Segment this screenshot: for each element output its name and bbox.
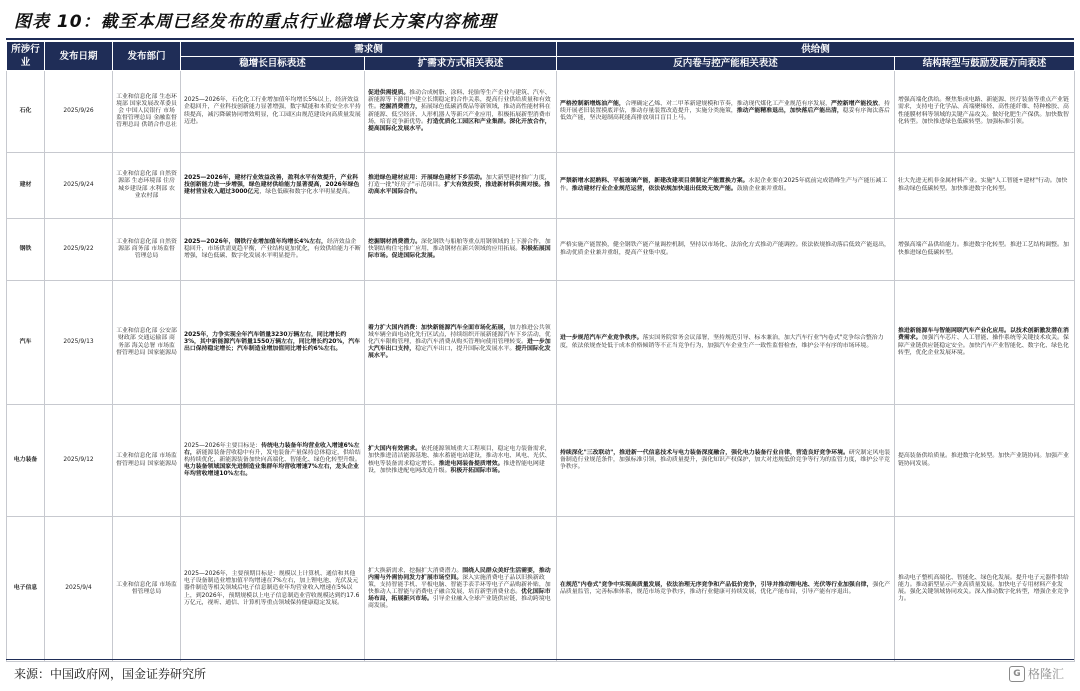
structural-transition-cell-segment: 加快推进绿色低碳转型。 — [921, 118, 987, 125]
structural-transition-cell-segment: 加强汽车芯片、人工智能、操作系统等关键技术攻关。 — [921, 335, 1063, 342]
table-row — [7, 153, 1075, 219]
dept-cell: 工业和信息化部 市场监督管理总局 国家能源局 — [113, 405, 181, 517]
date-cell: 2025/9/13 — [45, 281, 113, 405]
header-supply-struct: 结构转型与鼓励发展方向表述 — [895, 57, 1075, 71]
table-row — [7, 405, 1075, 517]
expand-demand-cell-segment: 拓展绿色低碳消费品等新领域，推动高性能材料在新能源、低空经济、人形机器人等新兴产业应用，积极拓展新型消费市场，培育竞争新优势。 — [368, 104, 551, 125]
anti-involution-cell-segment: 进一步规范汽车产业竞争秩序。 — [560, 335, 643, 342]
expand-demand-cell-segment: 围绕人民群众美好生活需要，推动内需与外需协同发力扩展市场空间。 — [368, 567, 551, 581]
header-demand: 需求侧 — [181, 42, 557, 57]
anti-involution-cell — [557, 219, 895, 281]
anti-involution-cell-segment: 鼓励企业兼并重组。 — [736, 185, 790, 192]
anti-involution-cell-segment: 严格控制新增炼油产能， — [560, 100, 625, 107]
structural-transition-cell — [895, 219, 1075, 281]
dept-cell: 工业和信息化部 公安部 财政部 交通运输部 商务部 海关总署 市场监督管理总局 国家能源局 — [113, 281, 181, 405]
structural-transition-cell-segment: 加快汽车产业智能化、数字化、绿色化转型，优化企业发展环境。 — [898, 342, 1069, 356]
expand-demand-cell-segment: 稳定汽车出口，提升国际化发展水平。 — [415, 346, 516, 353]
structural-transition-cell — [895, 405, 1075, 517]
dept-cell: 工业和信息化部 自然资源部 生态环境部 住房城乡建设部 水利部 农业农村部 — [113, 153, 181, 219]
watermark-logo-icon: G — [1009, 666, 1025, 682]
structural-transition-cell-segment: 以技术创新激发潜在消费需求。 — [898, 328, 1069, 342]
anti-involution-cell-segment: 推动建材行业企业规范运营，依法依规加快退出低效无效产能。 — [571, 185, 737, 192]
structural-transition-cell-segment: 加快数智化转型。 — [898, 111, 1069, 125]
date-cell: 2025/9/22 — [45, 219, 113, 281]
stable-growth-cell-segment: 传统电力装备年均营业收入增速6%左右， — [184, 442, 360, 456]
expand-demand-cell-segment: 扩大换新需求，挖掘扩大消费潜力。 — [368, 567, 463, 574]
structural-transition-cell-segment: 加快电子专用材料产业发展。 — [898, 581, 1063, 595]
expand-demand-cell-segment: 积极拓展国际市场。 — [368, 245, 551, 260]
watermark — [1009, 665, 1064, 682]
expand-demand-cell-segment: 扩大有效投资，推进新材料供需对接。 — [444, 181, 545, 188]
anti-involution-cell-segment: 落实国务院常务会议部署，坚持规范引导、标本兼治，加大汽车行业"内卷式"竞争综合整治力度，依法依规查处低于成本价格倾销等不正当竞争行为，加强汽车企业生产一致性监督检查，维护公平有序的市场环境。 — [560, 335, 884, 349]
stable-growth-cell — [181, 281, 365, 405]
structural-transition-cell-segment: 强化关键领域协同攻关。 — [909, 589, 975, 595]
expand-demand-cell-segment: 促进国际化发展。 — [391, 253, 439, 260]
structural-transition-cell-segment: 增强高端产品供给能力。 — [898, 242, 963, 249]
industry-cell: 钢铁 — [7, 219, 45, 281]
structural-transition-cell-segment: 加快推进数字化转型。 — [951, 185, 1010, 192]
anti-involution-cell — [557, 281, 895, 405]
industry-cell: 建材 — [7, 153, 45, 219]
expand-demand-cell — [365, 281, 557, 405]
stable-growth-cell — [181, 219, 365, 281]
stable-growth-cell-segment: 2025—2026年主要目标是： — [184, 442, 262, 449]
stable-growth-cell-segment: 2025—2026年，主要预期目标是：规模以上计算机、通信和其他电子设备制造业增加值平均增速在7%左右，加上锂电池、光伏及元器件制造等相关领域后电子信息制造业年均营业收入增速在5%以上，到2026年，预期规模以上电子信息制造业营收规模达到约17.6万亿元，视听、通信、计算机等重点领域保持健康稳定发展。 — [184, 571, 360, 606]
table-row — [7, 281, 1075, 405]
header-industry: 所涉行业 — [7, 42, 45, 71]
expand-demand-cell-segment: 推动高水平国际合作。 — [368, 181, 551, 196]
industry-cell: 电子信息 — [7, 517, 45, 662]
stable-growth-cell-segment: 2025—2026年，建材行业效益改善，盈利水平有效提升，产业科技创新能力进一步增强，绿色建材供给能力显著提高， — [184, 174, 359, 188]
industry-cell: 石化 — [7, 71, 45, 153]
expand-demand-cell-segment: 挖掘钢材消费潜力。 — [368, 238, 422, 245]
structural-transition-cell — [895, 153, 1075, 219]
anti-involution-cell-segment: 推动产能精准退出，加快落后产能出清， — [736, 107, 843, 114]
title-divider — [6, 38, 1074, 40]
structural-transition-cell — [895, 517, 1075, 662]
anti-involution-cell — [557, 517, 895, 662]
structural-transition-cell-segment: 深入推动数字化转型，增强企业竞争力。 — [898, 589, 1069, 603]
anti-involution-cell-segment: 严格实施产能置换，健全钢铁产能产量调控机制，坚持以市场化、法治化方式推动产能调控。 — [560, 242, 802, 249]
date-cell: 2025/9/4 — [45, 517, 113, 662]
structural-transition-cell-segment: 推进数字化转型。 — [962, 242, 1010, 249]
expand-demand-cell — [365, 517, 557, 662]
expand-demand-cell-segment: 深化钢铁与船舶等重点用钢领域的上下游合作，加快钢结构住宅推广应用，推动钢材在新兴领域的应用拓展。 — [368, 238, 551, 252]
bottom-divider — [6, 659, 1074, 660]
stable-growth-cell — [181, 153, 365, 219]
stable-growth-cell-segment: 电力装备领域国家先进制造业集群年均营收增速7%左右，龙头企业年均营收增速10%左右。 — [184, 464, 359, 478]
expand-demand-cell-segment: 依托能源领域重大工程项目，稳定电力装备需求，加快推进清洁能源基地、抽水蓄能电站建设，推动水电、风电、光伏、核电等装备需求稳定增长。 — [368, 446, 551, 467]
anti-involution-cell — [557, 71, 895, 153]
source-note: 来源：中国政府网，国金证券研究所 — [14, 667, 207, 681]
stable-growth-cell-segment: 经济效益企稳回升，市场供需更趋平衡，产业结构更加优化，有效供给能力不断增强，绿色低碳、数字化发展水平明显提升。 — [184, 238, 361, 260]
expand-demand-cell-segment: 扩大国内有效需求。 — [368, 446, 422, 453]
date-cell: 2025/9/12 — [45, 405, 113, 517]
anti-involution-cell — [557, 153, 895, 219]
expand-demand-cell — [365, 153, 557, 219]
anti-involution-cell-segment: 稳妥有序淘汰落后低效产能，坚决遏制高耗能高排放项目盲目上马。 — [560, 107, 890, 122]
stable-growth-cell — [181, 517, 365, 662]
structural-transition-cell-segment: 加快推进绿色低碳转型。 — [898, 242, 1069, 256]
dept-cell: 工业和信息化部 市场监督管理总局 — [113, 517, 181, 662]
header-supply: 供给侧 — [557, 42, 1075, 57]
date-cell: 2025/9/24 — [45, 153, 113, 219]
header-demand-expand: 扩需求方式相关表述 — [365, 57, 557, 71]
expand-demand-cell — [365, 405, 557, 517]
structural-transition-cell-segment: 做好化肥生产保供。 — [992, 111, 1046, 118]
structural-transition-cell-segment: 提高装备供给质量。 — [898, 453, 952, 460]
stable-growth-cell-segment: 2025—2026年，钢铁行业增加值年均增长4%左右， — [184, 238, 327, 245]
expand-demand-cell-segment: 挖掘消费潜力， — [379, 104, 422, 111]
structural-transition-cell-segment: 推动新型显示产业高质量发展。 — [915, 581, 999, 588]
expand-demand-cell-segment: 推动合成树脂、涂料、轮胎等生产企业与建筑、汽车、新能源等下游用户建立长期稳定的合作关系，提高行业供给质量和有效性。 — [368, 90, 551, 111]
expand-demand-cell-segment: 引导企业融入全球产业链供应链，推动跨境电商发展。 — [368, 596, 551, 610]
stable-growth-cell-segment: 2026年绿色建材营业收入超过3000亿元 — [184, 181, 360, 196]
anti-involution-cell-segment: 在规范"内卷式"竞争中实现高质量发展，依法治理无序竞争和产品低价竞争，引导并推动锂电池、光伏等行业加强自律， — [560, 581, 873, 588]
structural-transition-cell-segment: 加快推动绿色低碳转型。 — [898, 178, 1068, 192]
expand-demand-cell-segment: 推进智能电网建设，加快推进配电网改造升级。 — [368, 460, 545, 474]
expand-demand-cell-segment: 优化国际市场布局，拓展新兴市场。 — [368, 589, 551, 603]
structural-transition-cell-segment: 实施"人工智能+建材"行动。 — [980, 178, 1056, 185]
anti-involution-cell-segment: 严控新增产能投放 — [830, 100, 879, 107]
structural-transition-cell — [895, 71, 1075, 153]
structural-transition-cell-segment: 壮大先进无机非金属材料产业。 — [898, 178, 981, 185]
structural-transition-cell-segment: 增强高端化供给。聚焦集成电路、新能源、医疗装备等重点产业链需求，支持电子化学品、高端聚烯烃、高性能纤维、特种橡胶、高性能膜材料等领域的关键产品攻关。 — [898, 97, 1069, 118]
structural-transition-cell-segment: 加强标准引领。 — [986, 118, 1028, 125]
expand-demand-cell-segment: 积极开拓国际市场。 — [450, 467, 504, 474]
watermark-text: 格隆汇 — [1027, 667, 1064, 681]
table-row — [7, 219, 1075, 281]
anti-involution-cell-segment: 水泥企业要在2025年底前完成错峰生产与产能压减工作。 — [560, 178, 888, 192]
expand-demand-cell-segment: 打造优质化工园区和产业集群。 — [426, 118, 510, 125]
date-cell: 2025/9/26 — [45, 71, 113, 153]
anti-involution-cell-segment: 持续深化"三改联动"，推进新一代信息技术与电力装备深度融合， — [560, 449, 732, 456]
anti-involution-cell-segment: 依法依规推动落后低效产能退出，推动优质企业兼并重组，提高产业集中度。 — [560, 242, 890, 256]
structural-transition-cell-segment: 推进新能源车与智能网联汽车产业化应用。 — [898, 328, 1010, 335]
anti-involution-cell-segment: 强化产品质量监管，完善标准体系，规范市场竞争秩序，推动行业健康可持续发展，优化产能布局，引导产能有序退出。 — [560, 581, 891, 595]
dept-cell: 工业和信息化部 生态环境部 国家发展改革委员会 中国人民银行 市场监督管理总局 金融监督管理总局 供销合作总社 — [113, 71, 181, 153]
industry-cell: 电力装备 — [7, 405, 45, 517]
structural-transition-cell — [895, 281, 1075, 405]
structural-transition-cell-segment: 推动电子整机高端化、智能化、绿色化发展。 — [898, 574, 1016, 581]
anti-involution-cell-segment: 合理确定乙烯、对二甲苯新建规模和节奏，推动现代煤化工产业规范有序发展， — [624, 100, 831, 107]
figure-title: 图表 10：截至本周已经发布的重点行业稳增长方案内容梳理 — [14, 12, 497, 32]
stable-growth-cell-segment: 新能源装备营收稳中有升，发电装备产量保持总体稳定，供给结构持续优化，新能源装备加快向高端化、智能化、绿色化转型升级。 — [184, 449, 361, 463]
anti-involution-cell — [557, 405, 895, 517]
expand-demand-cell — [365, 71, 557, 153]
table-row — [7, 71, 1075, 153]
table-row — [7, 517, 1075, 662]
anti-involution-cell-segment: 研究制定风电装备制造行业规范条件，加强标准引领，推动质量提升，强化知识产权保护，加大对违规低价竞争等行为的监管力度，维护公平竞争秩序。 — [560, 449, 891, 471]
stable-growth-cell — [181, 71, 365, 153]
expand-demand-cell-segment: 加大新型建材推广力度，打造一批"好房子"示范项目。 — [368, 174, 551, 188]
stable-growth-cell — [181, 405, 365, 517]
structural-transition-cell-segment: 推进工艺结构调整。 — [1009, 242, 1063, 249]
expand-demand-cell-segment: 促进供需提质。 — [368, 90, 410, 97]
expand-demand-cell-segment: 深入实施消费电子品以旧换新政策，支持智能手机、平板电脑、智能手表手环等电子产品购新补贴，加快推动人工智能与消费电子融合发展，培育新型消费业态。 — [368, 574, 551, 595]
stable-growth-cell-segment: 2025—2026年，石化化工行业增加值年均增长5%以上，经济效益企稳回升，产业科技创新能力显著增强，数字赋能和本质安全水平持续提高，减污降碳协同增效明显，化工园区由规范建设向高质量发展迈进。 — [184, 97, 361, 125]
structural-transition-cell-segment: 推进数字化转型。 — [951, 453, 999, 460]
anti-involution-cell-segment: 强化电力装备行业自律，营造良好竞争环境。 — [731, 449, 849, 456]
header-dept: 发布部门 — [113, 42, 181, 71]
header-date: 发布日期 — [45, 42, 113, 71]
expand-demand-cell-segment: 深化开放合作，提高国际化发展水平。 — [368, 118, 551, 132]
anti-involution-cell-segment: 严禁新增水泥熟料、平板玻璃产能，新建改建项目须制定产能置换方案。 — [560, 178, 749, 185]
expand-demand-cell-segment: 着力扩大国内消费：加快新能源汽车全面市场化拓展， — [368, 324, 510, 331]
industry-cell: 汽车 — [7, 281, 45, 405]
stable-growth-cell-segment: 2025年，力争实现全年汽车销量3230万辆左右，同比增长约3%，其中新能源汽车销量1550万辆左右，同比增长约20%，汽车出口保持稳定增长；汽车制造业增加值同比增长约6%左右。 — [184, 331, 360, 353]
structural-transition-cell-segment: 提升电子元器件供给能力。 — [898, 574, 1069, 588]
expand-demand-cell-segment: 推进绿色建材应用：开展绿色建材下乡活动。 — [368, 174, 486, 181]
expand-demand-cell-segment: 提升国际化发展水平。 — [368, 346, 551, 360]
expand-demand-cell-segment: 推进电网装备提质增效。 — [438, 460, 504, 467]
header-supply-anti: 反内卷与控产能相关表述 — [557, 57, 895, 71]
structural-transition-cell-segment: 加强产业链协同发展。 — [898, 453, 1069, 467]
expand-demand-cell — [365, 219, 557, 281]
dept-cell: 工业和信息化部 自然资源部 商务部 市场监督管理总局 — [113, 219, 181, 281]
structural-transition-cell-segment: 保障产业链供应链稳定安全。 — [898, 335, 1069, 349]
stable-growth-cell-segment: ，绿色低碳和数字化水平明显提高。 — [259, 189, 354, 196]
anti-involution-cell-segment: ，持续开展老旧装置摸底评估，推动存量装置改造提升，实施分类施策， — [560, 100, 890, 114]
expand-demand-cell-segment: 加力推进公共领域车辆全面电动化先行区试点，持续组织开展新能源汽车下乡活动，优化汽车限购管理，推动汽车消费从购买管理向使用管理转变。 — [368, 324, 551, 345]
policy-table — [6, 41, 1075, 662]
header-demand-stable: 稳增长目标表述 — [181, 57, 365, 71]
structural-transition-cell-segment: 加快产业链协同。 — [998, 453, 1046, 460]
expand-demand-cell-segment: 进一步加大汽车出口支持， — [368, 338, 551, 353]
